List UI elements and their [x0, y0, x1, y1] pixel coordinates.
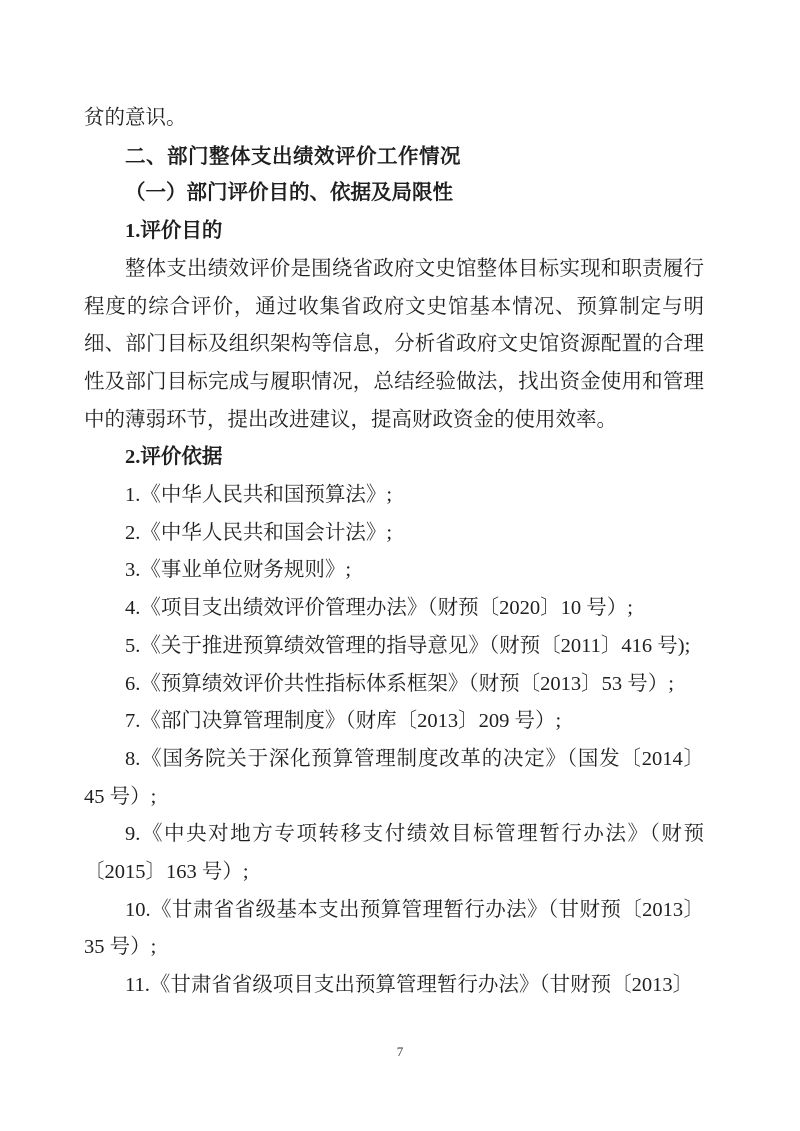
basis-item: 6.《预算绩效评价共性指标体系框架》（财预〔2013〕53 号）;: [125, 672, 674, 695]
basis-item: 9.《中央对地方专项转移支付绩效目标管理暂行办法》（财预〔2015〕163 号）;: [84, 823, 704, 884]
page-content: [84, 100, 704, 1005]
basis-item: 1.《中华人民共和国预算法》;: [125, 484, 393, 507]
basis-item: 5.《关于推进预算绩效管理的指导意见》（财预〔2011〕416 号);: [125, 634, 691, 657]
paragraph-evaluation-purpose: 整体支出绩效评价是围绕省政府文史馆整体目标实现和职责履行程度的综合评价，通过收集省政府文史馆基本情况、预算制定与明细、部门目标及组织架构等信息，分析省政府文史馆资源配置的合理性及部门目标完成与履职情况，总结经验做法，找出资金使用和管理中的薄弱环节，提出改进建议，提高财政资金的使用效率。: [84, 257, 704, 431]
basis-item: 10.《甘肃省省级基本支出预算管理暂行办法》（甘财预〔2013〕35 号）;: [84, 898, 704, 959]
subsection-heading: （一）部门评价目的、依据及局限性: [125, 182, 453, 205]
point-heading-evaluation-basis: 2.评价依据: [125, 446, 223, 469]
paragraph-continuation: 贫的意识。: [84, 107, 187, 129]
basis-item: 4.《项目支出绩效评价管理办法》（财预〔2020〕10 号）;: [125, 597, 633, 620]
basis-item: 2.《中华人民共和国会计法》;: [125, 521, 393, 544]
basis-item: 3.《事业单位财务规则》;: [125, 559, 352, 582]
basis-item: 11.《甘肃省省级项目支出预算管理暂行办法》（甘财预〔2013〕: [125, 974, 694, 997]
section-heading: 二、部门整体支出绩效评价工作情况: [125, 144, 461, 168]
basis-item: 8.《国务院关于深化预算管理制度改革的决定》（国发〔2014〕45 号）;: [84, 747, 704, 808]
point-heading-evaluation-purpose: 1.评价目的: [125, 220, 223, 243]
basis-item: 7.《部门决算管理制度》（财库〔2013〕209 号）;: [125, 710, 562, 733]
page-number: 7: [396, 1044, 404, 1059]
